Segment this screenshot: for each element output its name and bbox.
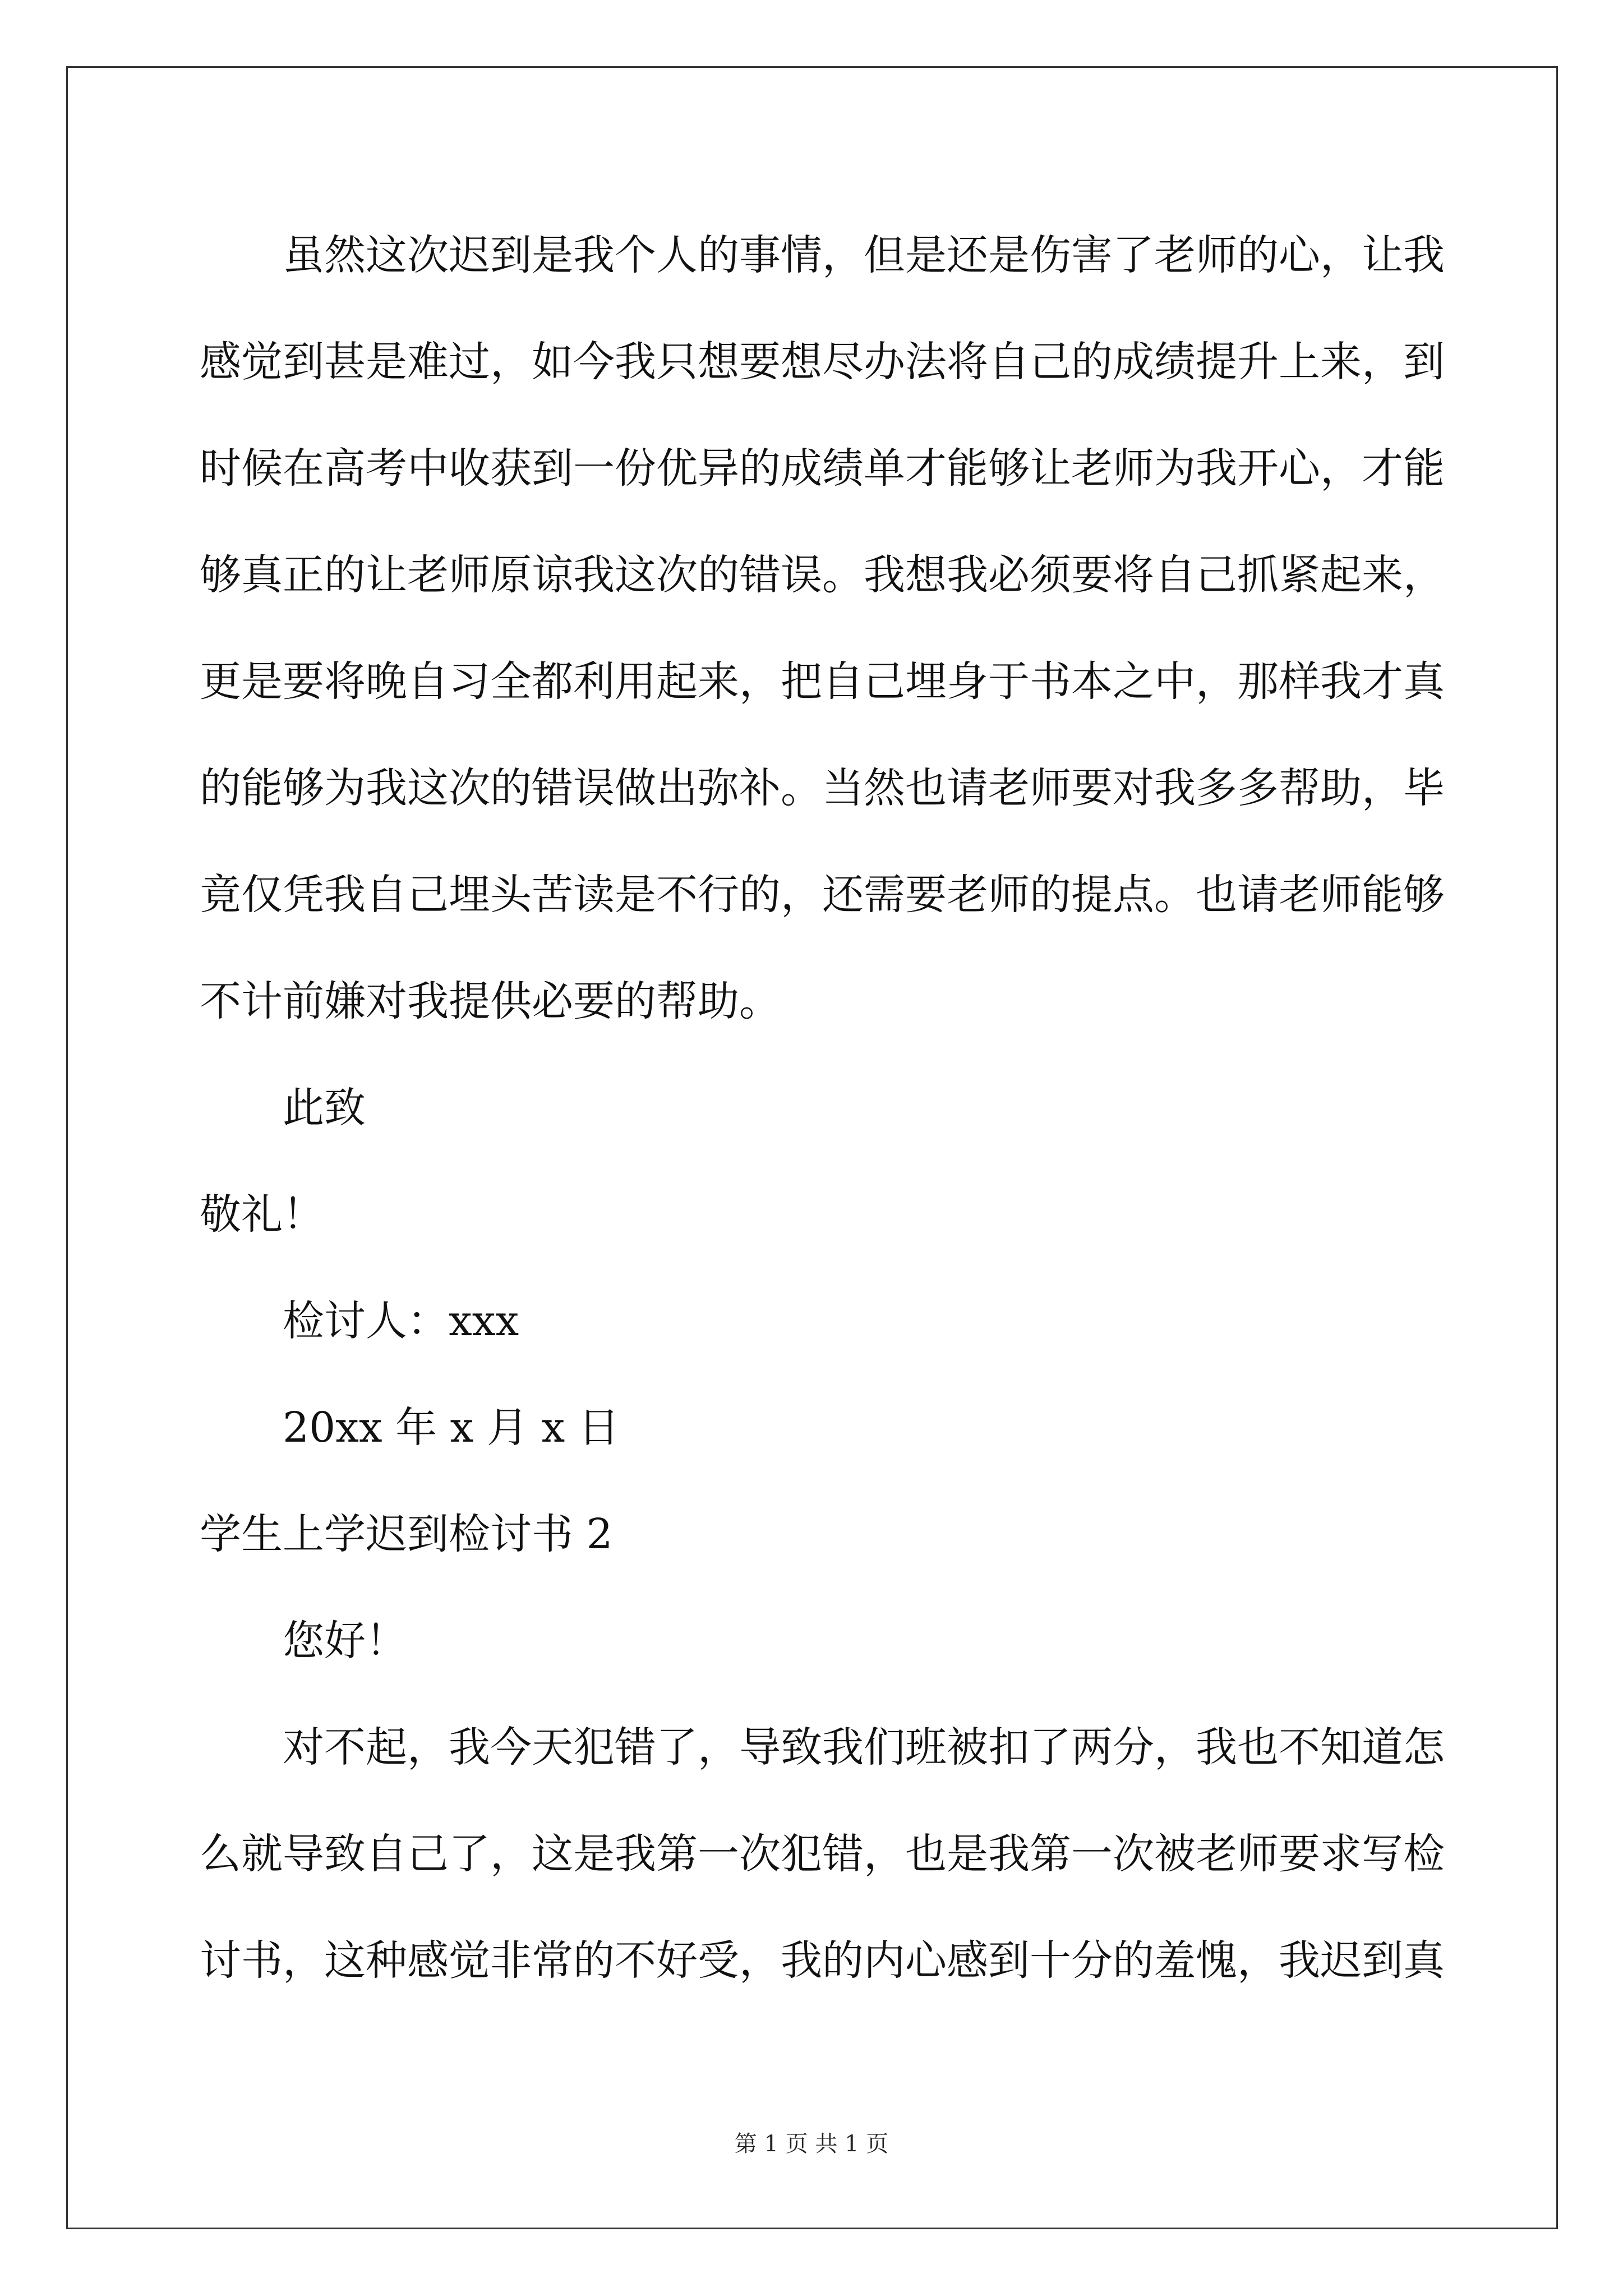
text-line: 么就导致自己了，这是我第一次犯错，也是我第一次被老师要求写检: [200, 1830, 1445, 1878]
text-line: 对不起，我今天犯错了，导致我们班被扣了两分，我也不知道怎: [283, 1723, 1445, 1772]
document-body: [200, 202, 1445, 2014]
text-line: 竟仅凭我自己埋头苦读是不行的，还需要老师的提点。也请老师能够: [200, 871, 1445, 919]
salutation-respect: 敬礼！: [200, 1190, 324, 1239]
text-line: 虽然这次迟到是我个人的事情，但是还是伤害了老师的心，让我: [283, 231, 1445, 279]
text-line: 讨书，这种感觉非常的不好受，我的内心感到十分的羞愧，我迟到真: [200, 1936, 1445, 1985]
text-line: 时候在高考中收获到一份优异的成绩单才能够让老师为我开心，才能: [200, 444, 1445, 493]
signature-author: 检讨人：xxx: [283, 1297, 519, 1345]
greeting: 您好！: [283, 1617, 407, 1665]
page-footer: 第 1 页 共 1 页: [734, 2131, 889, 2157]
text-line: 不计前嫌对我提供必要的帮助。: [200, 977, 781, 1025]
text-line: 更是要将晚自习全都利用起来，把自己埋身于书本之中，那样我才真: [200, 657, 1445, 706]
text-line: 感觉到甚是难过，如今我只想要想尽办法将自己的成绩提升上来，到: [200, 338, 1445, 386]
section-title: 学生上学迟到检讨书 2: [200, 1510, 613, 1558]
text-line: 够真正的让老师原谅我这次的错误。我想我必须要将自己抓紧起来，: [200, 551, 1445, 599]
signature-date: 20xx 年 x 月 x 日: [283, 1404, 620, 1452]
text-line: 的能够为我这次的错误做出弥补。当然也请老师要对我多多帮助，毕: [200, 764, 1445, 812]
salutation-closing: 此致: [283, 1084, 366, 1132]
